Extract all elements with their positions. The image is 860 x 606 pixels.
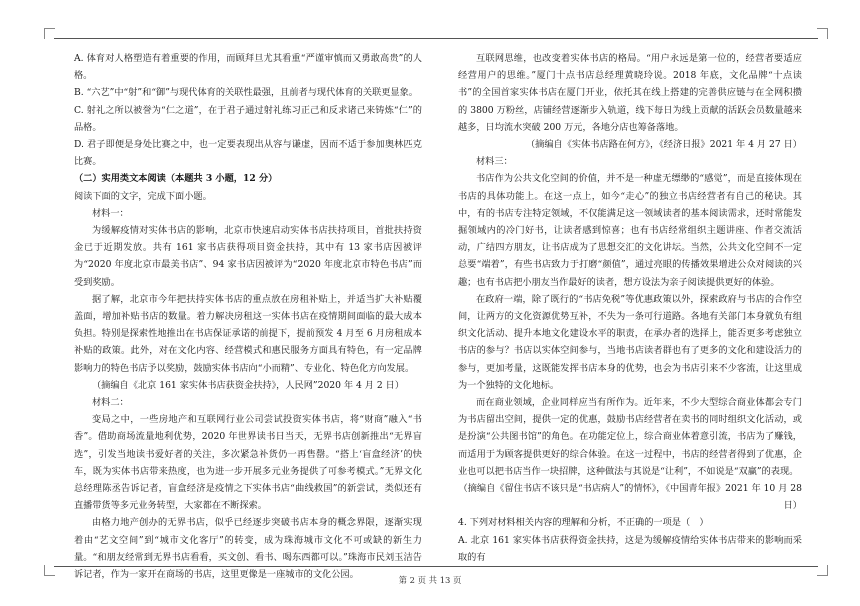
right-paragraph: 材料三：	[476, 156, 513, 168]
left-paragraph: 材料二：	[92, 397, 129, 409]
crop-mark	[44, 28, 55, 39]
right-paragraph: （摘编自《留住书店不该只是“书店病人”的情怀》，《中国青年报》2021 年 10 月 28 日）	[458, 483, 802, 512]
left-paragraph: 变局之中，一些房地产和互联网行业公司尝试投资实体书店，将“财商”融入“书香”。借助商场流量地利优势，2020 年世界读书日当天，无界书店创新推出“无界盲选”，引发当地读书爱好者的关注，多次紧急补货仍一再售罄。“搭上‘盲盒经济’的快车，既为实体书店带来热度，也为进一步开展多元业务提供了可参考模式。”无界文化总经理陈丞告诉记者，盲盒经济是疫情之下实体书店“曲线救国”的新尝试，类似还有直播带货等多元业务转型，大家都在不断探索。	[74, 414, 422, 512]
left-paragraph: （摘编自《北京 161 家实体书店获资金扶持》，人民网”2020 年 4 月 2 日）	[92, 379, 405, 391]
left-paragraph: C. 射礼之所以被誉为“仁之道”，在于君子通过射礼练习正己和反求诸己来铸炼“仁”的品格。	[74, 104, 422, 133]
left-paragraph: 据了解，北京市今年把扶持实体书店的重点放在房租补贴上，并适当扩大补贴覆盖面，增加补贴书店的数量。着力解决房租这一实体书店在疫情期间面临的最大成本负担。特别是探索性地推出在书店保证承诺的前提下，提前预发 4 月至 6 月房租成本补贴的政策。此外，对在文化内容、经营模式和惠民服务方面具有特色，有一定品牌影响力的特色书店予以奖励，鼓励实体书店向“小而精”、专业化、特色化方向发展。	[74, 293, 422, 374]
right-paragraph: 互联网思维，也改变着实体书店的格局。“用户永远是第一位的，经营者要适应经营用户的思维。”厦门十点书店总经理黄晓玲说。2018 年底，文化品牌“十点读书”的全国首家实体书店在厦门开业，依托其在线上搭建的完善供应链与在全网积攒的 3800 万粉丝，店铺经营逐渐步入轨道，线下每日为线上贡献的活跃会员数量越来越多，日均流水突破 200 万元，各地分店也筹备落地。	[458, 53, 802, 133]
right-paragraph: 而在商业领域，企业同样应当有所作为。近年来，不少大型综合商业体都会专门为书店留出空间，提供一定的优惠，鼓励书店经营者在卖书的同时组织文化活动，或是扮演“公共图书馆”的角色。在功能定位上，综合商业体着意引流，书店为了赚钱，而适用于为顾客提供更好的综合体验。在这一过程中，书店的经营者得到了优惠，企业也可以把书店当作一块招牌，这种做法与其说是“让利”，不如说是“双赢”的表现。	[458, 397, 802, 477]
left-paragraph: 材料一：	[92, 207, 129, 219]
left-paragraph: B. “六艺”中“射”和“御”与现代体育的关联性最强，且前者与现代体育的关联更显象。	[74, 87, 418, 99]
right-paragraph: 在政府一端，除了既行的“书店免税”等优惠政策以外，探索政府与书店的合作空间，让两方的文化资源优势互补，不失为一条可行道路。各地有关部门本身就负有组织文化活动、提升本地文化建设水平的职责，在承办者的选择上，能否更多考虑独立书店的参与？书店以实体空间参与，当地书店读者群也有了更多的文化和建设活力的参与，更加考量，这既能发挥书店本身的优势，也会为书店引来不少客流，让这里成为一个独特的文化地标。	[458, 293, 802, 391]
right-paragraph: 4. 下列对材料相关内容的理解和分析，不正确的一项是（ ）	[458, 517, 709, 529]
left-paragraph: 为缓解疫情对实体书店的影响，北京市快速启动实体书店扶持项目，首批扶持资金已于近期发放。共有 161 家书店获得项目资金扶持，其中有 13 家书店因被评为“2020 年度北京市最美书店”、94 家书店因被评为“2020 年度北京市特色书店”而受到奖励。	[74, 225, 422, 288]
left-column	[74, 50, 422, 583]
left-paragraph: A. 体育对人格塑造有着重要的作用，而顾拜旦尤其看重“严谨审慎而又勇敢高贵”的人格。	[74, 53, 422, 82]
right-paragraph: A. 北京 161 家实体书店获得资金扶持，这是为缓解疫情给实体书店带来的影响而采取的有	[458, 534, 802, 563]
right-column	[458, 50, 802, 566]
left-paragraph: D. 君子即便是身处比赛之中，也一定要表现出从容与谦虚，因而不适于参加奥林匹克比赛。	[74, 139, 422, 168]
right-paragraph: 书店作为公共文化空间的价值，并不是一种虚无缥缈的“感觉”，而是直接体现在书店的具体功能上。在这一点上，如今“走心”的独立书店经营者有自己的秘诀。其中，有的书店专注特定领域，不仅能满足这一领域读者的基本阅读需求，还时常能发掘领域内的冷门好书，让读者感到惊喜；也有书店经常组织主题讲座、作者交流活动，广结四方朋友，让书店成为了思想交汇的文化讲坛。当然，公共文化空间不一定总要“端着”，有些书店致力于打磨“颜值”，通过亮眼的传播效果增进公众对阅读的兴趣；也有书店把小朋友当作最好的读者，想方设法为亲子阅读提供更好的体验。	[458, 173, 802, 288]
crop-mark	[817, 28, 828, 39]
left-paragraph: 阅读下面的文字，完成下面小题。	[74, 190, 212, 202]
right-paragraph: （摘编自《实体书店路在何方》，《经济日报》2021 年 4 月 27 日）	[525, 139, 802, 151]
left-paragraph: 由格力地产创办的无界书店，似乎已经逐步突破书店本身的概念界限，逐渐实现着由“艺文空间”到“城市文化客厅”的转变，成为珠海城市文化不可或缺的新生力量。“和朋友经常到无界书店看看，买文创、看书、喝东西都可以。”珠海市民刘玉洁告诉记者，作为一家开在商场的书店，这里更像是一座城市的文化公园。	[74, 517, 422, 581]
page-number: 第 2 页 共 13 页	[398, 575, 462, 585]
left-paragraph: （二）实用类文本阅读（本题共 3 小题，12 分）	[74, 173, 278, 185]
